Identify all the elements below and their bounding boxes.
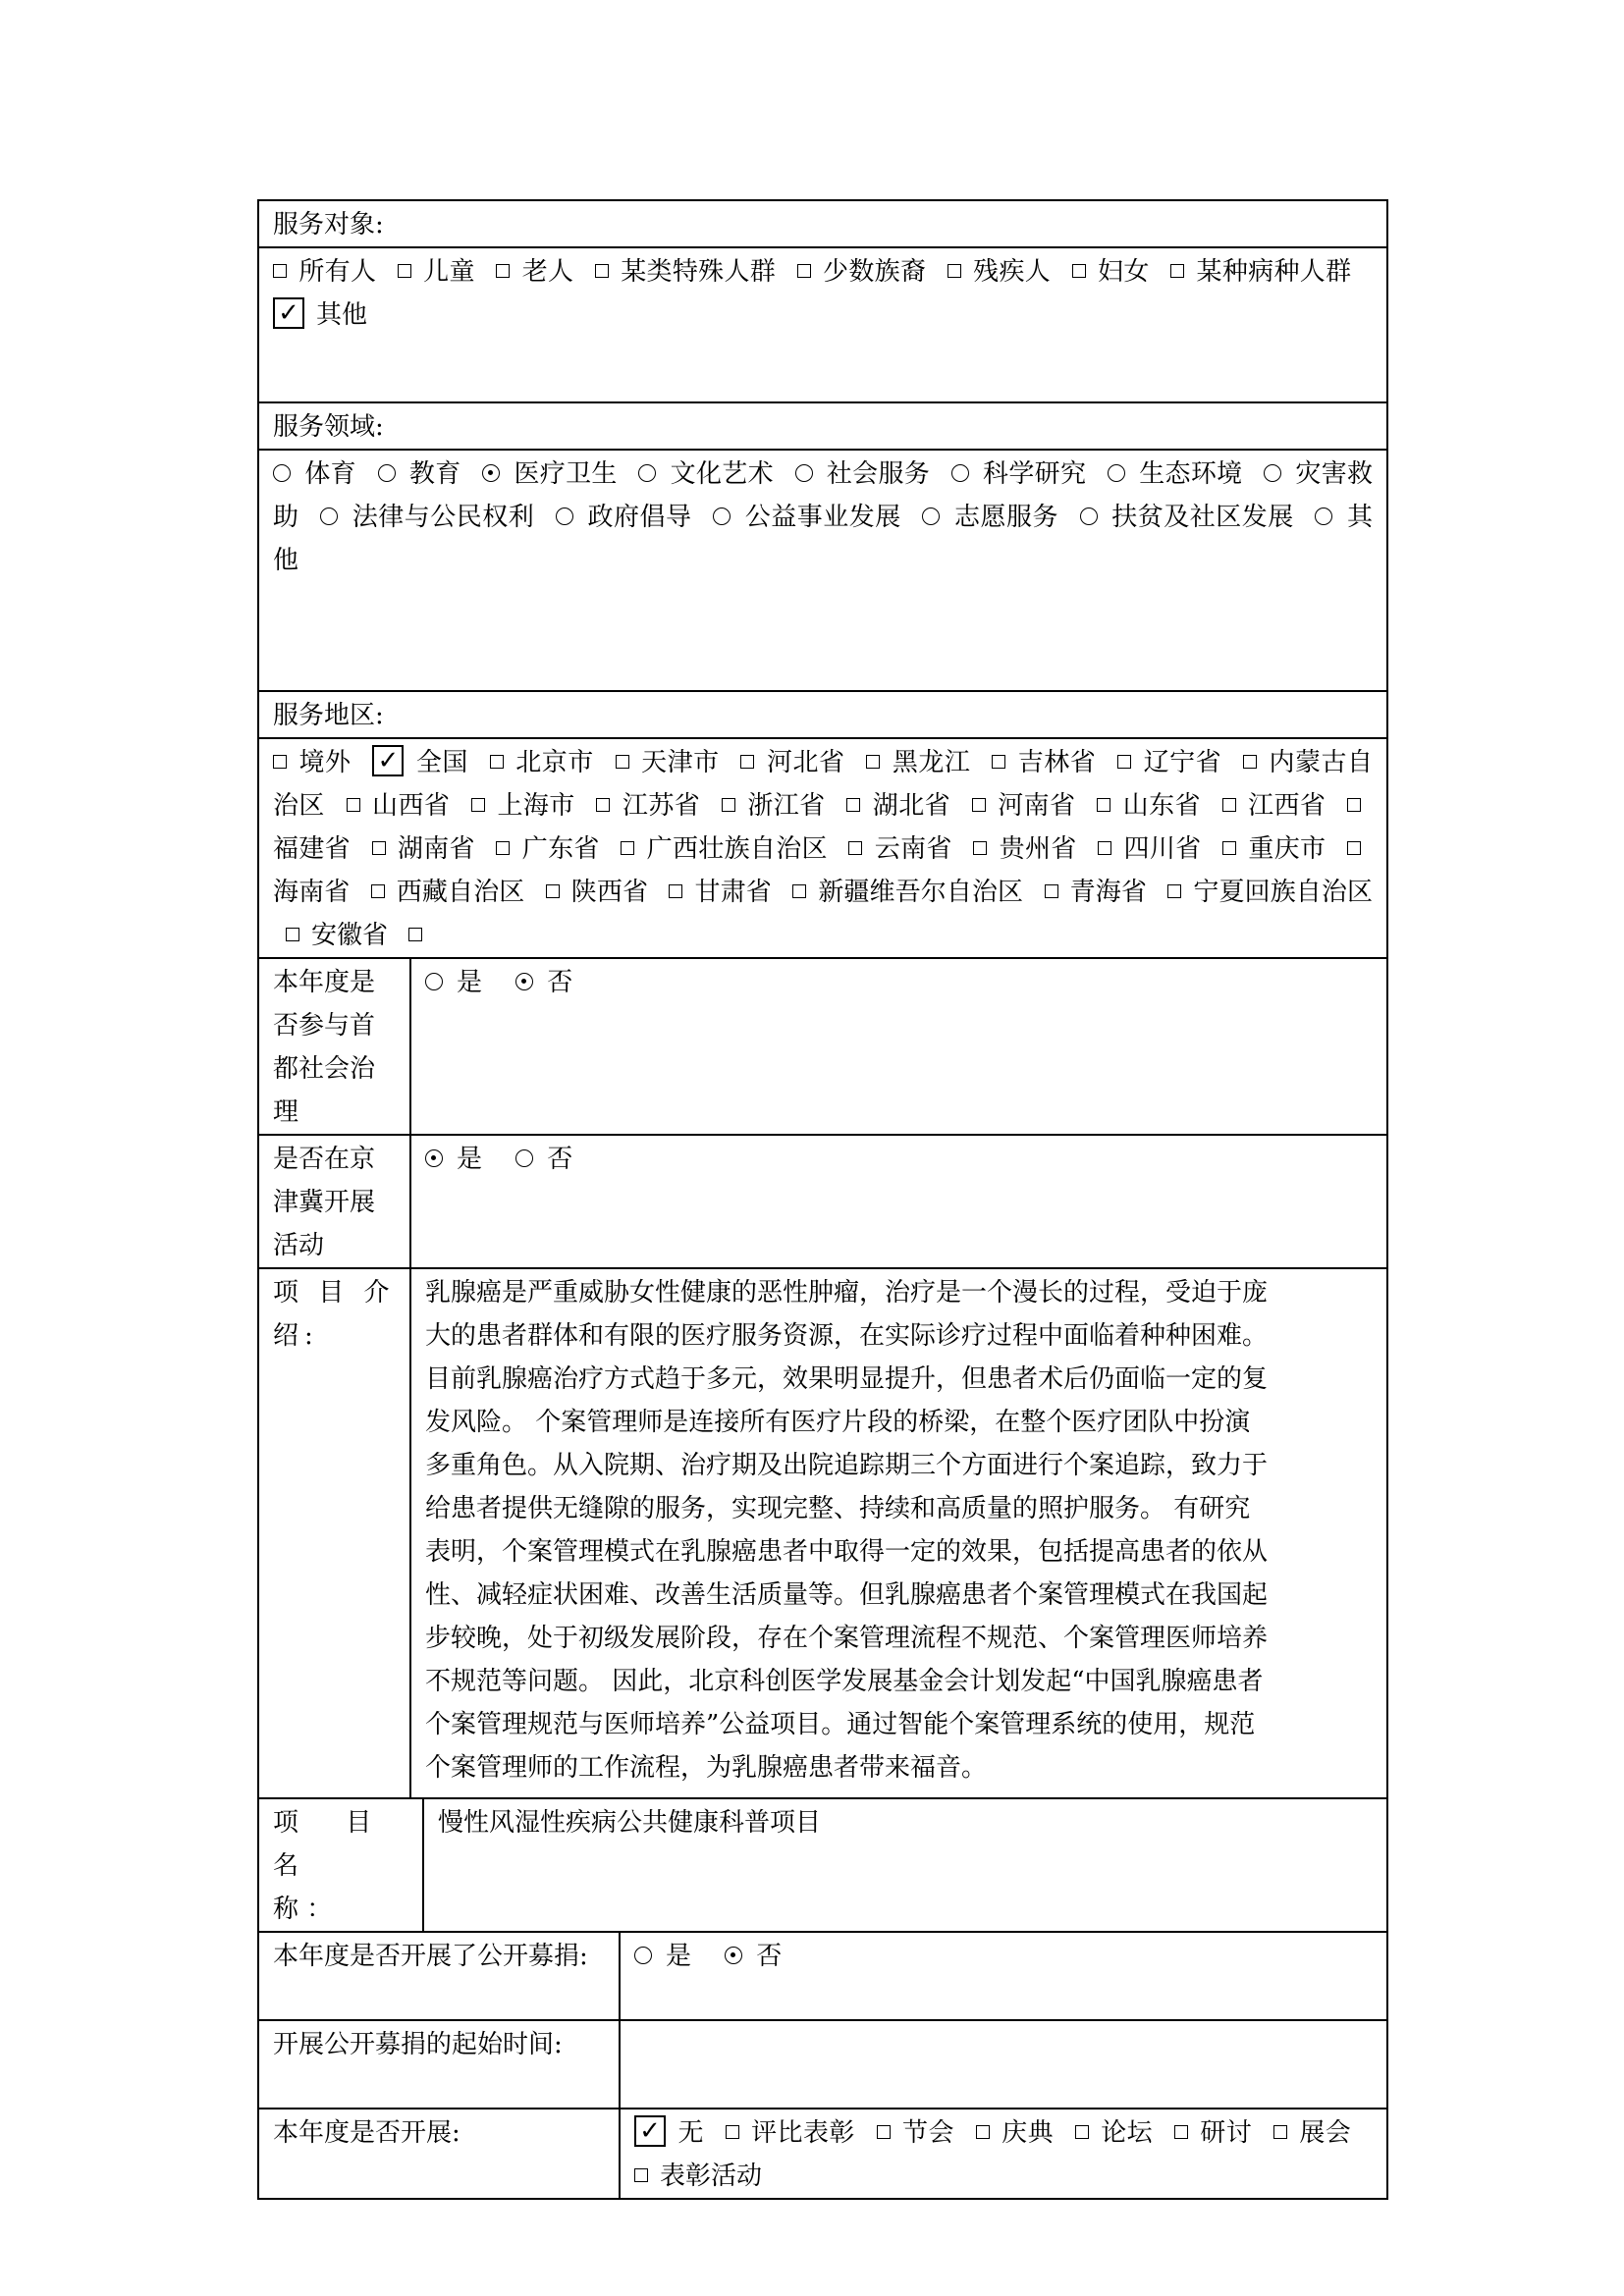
service-region-option[interactable] [546, 878, 648, 907]
radio-icon[interactable] [320, 507, 338, 525]
service-region-option[interactable] [866, 748, 970, 777]
activities-option[interactable] [634, 2162, 762, 2191]
radio-icon[interactable] [425, 1149, 443, 1167]
service-field-option-label: 社会服务 [826, 459, 931, 489]
radio-icon[interactable] [1315, 507, 1332, 525]
checkbox-icon[interactable] [1174, 2125, 1188, 2139]
service-field-option-label: 科学研究 [982, 459, 1087, 489]
project-name-label-line2: 称 ： [273, 1895, 333, 1924]
checkbox-icon[interactable] [973, 841, 987, 855]
radio-icon[interactable] [634, 1947, 652, 1964]
service-region-option-label: 北京市 [514, 748, 594, 777]
activities-option-label: 节会 [901, 2118, 954, 2148]
project-intro-line: 目前乳腺癌治疗方式趋于多元，效果明显提升，但患者术后仍面临一定的复 [425, 1364, 1269, 1394]
service-region-option[interactable] [669, 878, 771, 907]
checkbox-icon[interactable] [1045, 884, 1058, 898]
service-target-option-label: 所有人 [298, 257, 377, 287]
service-region-option-label: 四川省 [1123, 834, 1202, 864]
checkbox-icon[interactable] [846, 798, 860, 812]
checkbox-icon[interactable] [490, 755, 504, 769]
service-region-option[interactable] [1098, 834, 1201, 864]
service-field-option[interactable] [638, 459, 774, 489]
service-region-option[interactable] [846, 791, 950, 821]
service-target-option-label: 妇女 [1097, 257, 1150, 287]
checkbox-icon[interactable] [546, 884, 560, 898]
service-field-option-label: 生态环境 [1138, 459, 1243, 489]
service-region-option[interactable] [722, 791, 826, 821]
service-region-option-label: 江苏省 [622, 791, 701, 821]
activities-option[interactable] [976, 2118, 1054, 2148]
checkbox-icon[interactable] [634, 2168, 648, 2182]
capital-governance-label: 本年度是否参与首都社会治理 [273, 968, 376, 1127]
checkbox-icon[interactable] [866, 755, 880, 769]
radio-icon[interactable] [482, 464, 500, 482]
project-intro-line: 个案管理师的工作流程，为乳腺癌患者带来福音。 [425, 1753, 988, 1783]
radio-icon[interactable] [515, 1149, 533, 1167]
service-region-option-label: 山东省 [1122, 791, 1201, 821]
service-field-option[interactable] [1080, 503, 1294, 532]
checkbox-icon[interactable] [976, 2125, 990, 2139]
checkbox-icon[interactable] [496, 264, 510, 278]
service-field-option-label: 其他 [273, 503, 1373, 575]
checkbox-icon[interactable] [1347, 841, 1361, 855]
service-region-option-label: 青海省 [1069, 878, 1147, 907]
fundraising-start-value-cell[interactable] [620, 2020, 1387, 2109]
radio-icon[interactable] [425, 973, 443, 990]
service-field-option-label: 法律与公民权利 [352, 503, 535, 532]
service-field-option[interactable] [482, 459, 618, 489]
public-fundraising-label: 本年度是否开展了公开募捐: [273, 1942, 588, 1971]
checkbox-icon[interactable] [1222, 798, 1236, 812]
radio-icon[interactable] [1080, 507, 1098, 525]
checkbox-checked-icon[interactable]: ✓ [372, 745, 404, 776]
checkbox-icon[interactable] [740, 755, 754, 769]
checkbox-icon[interactable] [273, 264, 287, 278]
public-fundraising-radio-group [634, 1942, 816, 1971]
service-region-option[interactable] [1222, 834, 1326, 864]
form-sheet [257, 199, 1386, 2200]
radio-icon[interactable] [795, 464, 813, 482]
project-name-value-cell [423, 1798, 1387, 1932]
service-region-option-label: 浙江省 [746, 791, 826, 821]
service-region-header [258, 691, 1387, 738]
service-field-radio-group [273, 453, 1373, 582]
project-intro-line: 多重角色。从入院期、治疗期及出院追踪期三个方面进行个案追踪，致力于 [425, 1451, 1269, 1480]
service-region-option-label: 辽宁省 [1143, 748, 1222, 777]
service-region-option-label: 河北省 [766, 748, 845, 777]
service-target-option[interactable] [947, 257, 1051, 287]
service-region-option[interactable] [496, 834, 599, 864]
service-target-option-label: 老人 [521, 257, 574, 287]
checkbox-icon[interactable] [972, 798, 986, 812]
project-intro-line: 表明，个案管理模式在乳腺癌患者中取得一定的效果，包括提高患者的依从 [425, 1537, 1269, 1567]
capital-governance-label-cell [258, 958, 410, 1135]
checkbox-icon[interactable] [371, 884, 385, 898]
checkbox-icon[interactable] [398, 264, 411, 278]
radio-icon[interactable] [922, 507, 940, 525]
activities-option[interactable] [877, 2118, 954, 2148]
public-fundraising-yes-label: 是 [666, 1942, 692, 1971]
checkbox-icon[interactable] [273, 755, 287, 769]
service-target-option[interactable] [273, 300, 367, 330]
checkbox-icon[interactable] [1072, 264, 1086, 278]
checkbox-icon[interactable] [496, 841, 510, 855]
activities-option[interactable] [726, 2118, 855, 2148]
service-region-option[interactable] [596, 791, 700, 821]
project-intro-line: 不规范等问题。 因此，北京科创医学发展基金会计划发起“中国乳腺癌患者 [425, 1667, 1264, 1696]
project-name-value: 慢性风湿性疾病公共健康科普项目 [438, 1808, 822, 1838]
activities-option-label: 表彰活动 [660, 2162, 763, 2191]
checkbox-icon[interactable] [1273, 2125, 1287, 2139]
service-region-option-label: 陕西省 [570, 878, 649, 907]
service-region-option[interactable] [286, 921, 388, 950]
service-region-option[interactable] [973, 834, 1076, 864]
service-region-option-label: 新疆维吾尔自治区 [818, 878, 1024, 907]
service-region-option-label: 贵州省 [999, 834, 1077, 864]
project-intro-line: 发风险。 个案管理师是连接所有医疗片段的桥梁，在整个医疗团队中扮演 [425, 1408, 1251, 1437]
project-intro-line: 个案管理规范与医师培养”公益项目。通过智能个案管理系统的使用，规范 [425, 1710, 1256, 1739]
service-region-option-label: 天津市 [640, 748, 720, 777]
service-region-option[interactable] [972, 791, 1076, 821]
radio-icon[interactable] [515, 973, 533, 990]
project-intro-line: 给患者提供无缝隙的服务，实现完整、持续和高质量的照护服务。 有研究 [425, 1494, 1251, 1523]
activities-value-cell [620, 2109, 1387, 2199]
service-target-option[interactable] [797, 257, 927, 287]
radio-icon[interactable] [273, 464, 291, 482]
capital-governance-no-label: 否 [547, 968, 573, 997]
service-region-option[interactable] [372, 834, 475, 864]
service-region-option[interactable] [848, 834, 951, 864]
checkbox-icon[interactable] [1167, 884, 1181, 898]
fundraising-start-label-cell [258, 2020, 620, 2109]
service-target-option-label: 儿童 [422, 257, 475, 287]
service-region-option-label: 江西省 [1247, 791, 1326, 821]
service-region-option[interactable] [1167, 878, 1373, 907]
service-region-option-label: 境外 [298, 748, 352, 777]
service-field-option[interactable] [1108, 459, 1243, 489]
checkbox-icon[interactable] [347, 798, 360, 812]
public-fundraising-value-cell [620, 1932, 1387, 2020]
project-intro-line: 乳腺癌是严重威胁女性健康的恶性肿瘤，治疗是一个漫长的过程，受迫于庞 [425, 1278, 1269, 1308]
checkbox-icon[interactable] [1243, 755, 1257, 769]
service-region-option-label: 安徽省 [311, 921, 389, 950]
service-target-option-label: 少数族裔 [822, 257, 927, 287]
capital-governance-yes-label: 是 [457, 968, 483, 997]
service-region-option[interactable] [621, 834, 828, 864]
checkbox-icon[interactable] [877, 2125, 891, 2139]
service-region-option-label: 全国 [415, 748, 468, 777]
checkbox-icon[interactable] [1117, 755, 1131, 769]
activities-option[interactable] [1273, 2118, 1351, 2148]
service-region-option-label: 黑龙江 [892, 748, 971, 777]
activities-option[interactable] [1075, 2118, 1153, 2148]
radio-icon[interactable] [713, 507, 731, 525]
capital-governance-yes-option[interactable] [425, 968, 482, 997]
activities-option-label: 研讨 [1199, 2118, 1253, 2148]
service-region-option[interactable] [1045, 878, 1147, 907]
fundraising-start-label: 开展公开募捐的起始时间: [273, 2030, 563, 2059]
service-target-options [258, 247, 1387, 402]
service-field-option-label: 灾害救助 [273, 459, 1374, 532]
checkbox-icon[interactable] [372, 841, 386, 855]
service-region-options [258, 738, 1387, 958]
service-region-option[interactable] [371, 878, 525, 907]
checkbox-checked-icon[interactable]: ✓ [634, 2115, 666, 2147]
capital-governance-radio-group [425, 968, 607, 997]
jingjinji-radio-group [425, 1145, 607, 1174]
checkbox-icon[interactable] [669, 884, 682, 898]
service-target-option-label: 某类特殊人群 [620, 257, 777, 287]
service-target-option-label: 某种病种人群 [1196, 257, 1352, 287]
checkbox-icon[interactable] [792, 884, 806, 898]
service-field-option-label: 政府倡导 [587, 503, 692, 532]
service-field-option[interactable] [795, 459, 931, 489]
service-target-option[interactable] [595, 257, 776, 287]
radio-icon[interactable] [638, 464, 656, 482]
checkbox-icon[interactable] [726, 2125, 739, 2139]
checkbox-icon[interactable] [616, 755, 629, 769]
service-region-option[interactable] [1117, 748, 1221, 777]
activities-option-label: 庆典 [1001, 2118, 1055, 2148]
checkbox-icon[interactable] [471, 798, 485, 812]
service-region-option[interactable] [792, 878, 1023, 907]
checkbox-icon[interactable] [286, 928, 299, 941]
service-region-option-label: 湖南省 [397, 834, 475, 864]
checkbox-checked-icon[interactable]: ✓ [273, 297, 304, 329]
service-region-option-label: 云南省 [874, 834, 952, 864]
service-region-option-label: 内蒙古自治区 [273, 748, 1374, 821]
service-field-option-label: 体育 [304, 459, 356, 489]
service-region-option[interactable] [616, 748, 720, 777]
checkbox-icon[interactable] [992, 755, 1005, 769]
service-field-option[interactable] [556, 503, 691, 532]
service-region-option[interactable] [273, 748, 352, 777]
service-region-option[interactable] [490, 748, 594, 777]
checkbox-icon[interactable] [621, 841, 634, 855]
service-field-option[interactable] [378, 459, 461, 489]
service-field-options [258, 450, 1387, 691]
activities-checkbox-group [634, 2111, 1373, 2198]
public-fundraising-no-option[interactable] [725, 1942, 782, 1971]
service-region-option-label: 西藏自治区 [396, 878, 525, 907]
service-target-checkbox-group [273, 250, 1373, 337]
service-region-option-label: 上海市 [497, 791, 575, 821]
jingjinji-no-label: 否 [547, 1145, 573, 1174]
service-field-option[interactable] [951, 459, 1087, 489]
service-region-option-label: 广西壮族自治区 [646, 834, 828, 864]
service-region-checkbox-group [273, 741, 1373, 957]
radio-icon[interactable] [1108, 464, 1125, 482]
capital-governance-no-option[interactable] [515, 968, 572, 997]
service-region-option[interactable] [372, 748, 468, 777]
activities-option-label: 无 [677, 2118, 704, 2148]
service-field-option-label: 文化艺术 [670, 459, 774, 489]
activities-option-label: 评比表彰 [750, 2118, 855, 2148]
checkbox-icon[interactable] [1098, 841, 1111, 855]
service-region-option-label: 湖北省 [872, 791, 951, 821]
jingjinji-value-cell [410, 1135, 1387, 1268]
service-field-option[interactable] [273, 459, 356, 489]
service-target-option[interactable] [273, 257, 376, 287]
service-target-option-label: 残疾人 [972, 257, 1052, 287]
service-field-option[interactable] [922, 503, 1057, 532]
public-fundraising-yes-option[interactable] [634, 1942, 691, 1971]
radio-icon[interactable] [1264, 464, 1281, 482]
service-region-option[interactable] [408, 921, 434, 950]
jingjinji-no-option[interactable] [515, 1145, 572, 1174]
activities-label-cell [258, 2109, 620, 2199]
activities-option-label: 论坛 [1100, 2118, 1154, 2148]
checkbox-icon[interactable] [1170, 264, 1184, 278]
checkbox-icon[interactable] [596, 798, 610, 812]
service-region-option-label: 福建省 [273, 834, 351, 864]
activities-label: 本年度是否开展: [273, 2118, 460, 2148]
service-region-option[interactable] [471, 791, 575, 821]
service-region-option[interactable] [992, 748, 1096, 777]
service-target-option[interactable] [1072, 257, 1150, 287]
project-name-label-cell [258, 1798, 423, 1932]
project-name-label-line1: 项 目 名 [273, 1808, 392, 1881]
checkbox-icon[interactable] [408, 928, 422, 941]
project-intro-label: 项 目 介绍: [273, 1278, 396, 1351]
service-target-option[interactable] [1170, 257, 1351, 287]
service-region-option-label: 甘肃省 [694, 878, 772, 907]
checkbox-icon[interactable] [1347, 798, 1361, 812]
project-intro-line: 性、减轻症状困难、改善生活质量等。但乳腺癌患者个案管理模式在我国起 [425, 1580, 1269, 1610]
activities-option-label: 展会 [1298, 2118, 1352, 2148]
project-intro-line: 步较晚，处于初级发展阶段，存在个案管理流程不规范、个案管理医师培养 [425, 1624, 1269, 1653]
checkbox-icon[interactable] [1097, 798, 1110, 812]
service-target-label: 服务对象: [273, 210, 384, 240]
project-form-table [257, 199, 1388, 2200]
radio-icon[interactable] [556, 507, 573, 525]
public-fundraising-no-label: 否 [756, 1942, 783, 1971]
checkbox-icon[interactable] [1222, 841, 1236, 855]
checkbox-icon[interactable] [797, 264, 811, 278]
project-intro-text [425, 1271, 1373, 1789]
service-region-option-label: 海南省 [273, 878, 351, 907]
service-region-option[interactable] [740, 748, 844, 777]
service-field-option[interactable] [713, 503, 900, 532]
service-region-option-label: 河南省 [997, 791, 1076, 821]
service-region-option[interactable] [1222, 791, 1326, 821]
jingjinji-yes-option[interactable] [425, 1145, 482, 1174]
service-field-option-label: 医疗卫生 [514, 459, 618, 489]
service-region-option-label: 广东省 [521, 834, 600, 864]
service-region-option[interactable] [1097, 791, 1201, 821]
activities-option[interactable] [634, 2118, 704, 2148]
checkbox-icon[interactable] [722, 798, 735, 812]
activities-option[interactable] [1174, 2118, 1252, 2148]
service-field-option-label: 扶贫及社区发展 [1110, 503, 1294, 532]
capital-governance-value-cell [410, 958, 1387, 1135]
service-region-option-label: 吉林省 [1017, 748, 1097, 777]
checkbox-icon[interactable] [595, 264, 609, 278]
project-intro-text-cell [410, 1268, 1387, 1798]
service-field-option-label: 教育 [408, 459, 461, 489]
service-field-label: 服务领域: [273, 412, 384, 442]
public-fundraising-label-cell [258, 1932, 620, 2020]
service-region-option-label: 山西省 [371, 791, 451, 821]
service-region-option-label: 重庆市 [1248, 834, 1326, 864]
checkbox-icon[interactable] [947, 264, 961, 278]
service-region-option[interactable] [347, 791, 451, 821]
jingjinji-yes-label: 是 [457, 1145, 483, 1174]
radio-icon[interactable] [725, 1947, 742, 1964]
service-field-option-label: 志愿服务 [953, 503, 1058, 532]
service-target-header [258, 200, 1387, 247]
radio-icon[interactable] [378, 464, 396, 482]
service-target-option[interactable] [398, 257, 475, 287]
radio-icon[interactable] [951, 464, 969, 482]
service-region-option-label: 宁夏回族自治区 [1193, 878, 1373, 907]
service-target-option[interactable] [496, 257, 573, 287]
jingjinji-label: 是否在京津冀开展活动 [273, 1145, 376, 1260]
jingjinji-label-cell [258, 1135, 410, 1268]
service-region-label: 服务地区: [273, 701, 384, 730]
project-intro-line: 大的患者群体和有限的医疗服务资源，在实际诊疗过程中面临着种种困难。 [425, 1321, 1269, 1351]
service-target-option-label: 其他 [316, 300, 368, 330]
checkbox-icon[interactable] [848, 841, 862, 855]
checkbox-icon[interactable] [1075, 2125, 1089, 2139]
service-field-option-label: 公益事业发展 [744, 503, 901, 532]
service-field-option[interactable] [320, 503, 534, 532]
project-intro-label-cell [258, 1268, 410, 1798]
service-field-header [258, 402, 1387, 450]
